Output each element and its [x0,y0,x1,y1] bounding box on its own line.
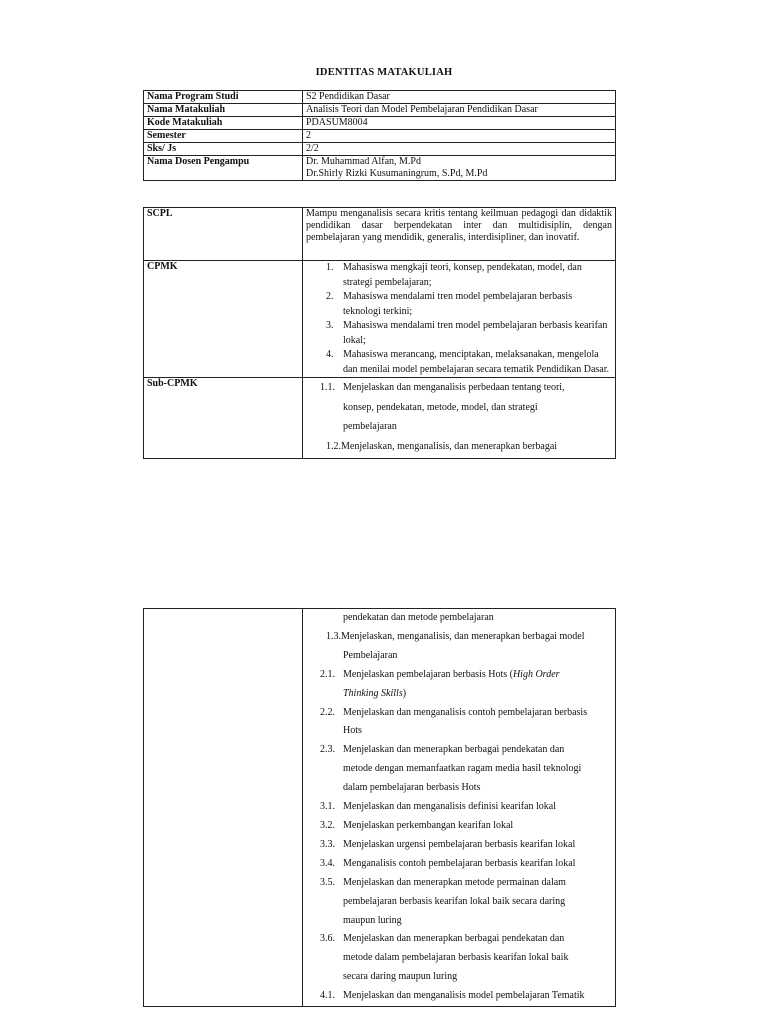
table-row [144,609,616,1007]
list-item-continuation: Hots [343,725,362,737]
list-item-continuation: pendekatan dan metode pembelajaran [343,612,494,623]
list-item: 1.3.Menjelaskan, menganalisis, dan menerapkan berbagai model [326,630,585,642]
list-item: 1.1. Menjelaskan dan menganalisis perbedaan tentang teori, [320,382,565,393]
list-item-continuation: metode dengan memanfaatkan ragam media hasil teknologi [343,763,582,775]
row-label: Nama Matakuliah [144,104,303,117]
scpl-text: Mampu menganalisis secara kritis tentang keilmuan pedagogi dan didaktik pendidikan dasar berpendekatan inter dan multidisiplin, dengan pembelajaran yang mendidik, generalis, interdisipliner, dan inovatif. [303,208,616,261]
row-label: Semester [144,130,303,143]
list-item: 3.2. Menjelaskan perkembangan kearifan lokal [320,819,514,831]
table-row [144,143,616,156]
cpmk-list-cell [303,261,616,378]
identity-table [143,90,616,181]
table-row [144,208,616,261]
list-item: 3. Mahasiswa mendalami tren model pembelajaran berbasis kearifan lokal; [326,320,608,346]
subcpmk-cell [303,378,616,459]
row-value: S2 Pendidikan Dasar [303,91,616,104]
list-item: 3.3. Menjelaskan urgensi pembelajaran berbasis kearifan lokal [320,838,576,850]
list-item: 3.4. Menganalisis contoh pembelajaran berbasis kearifan lokal [320,857,576,869]
row-value [303,156,616,181]
subcpmk-continued-table [143,608,616,1007]
list-item-continuation: secara daring maupun luring [343,971,458,983]
list-item-continuation: Pembelajaran [343,649,398,661]
subcpmk-continued-cell [303,609,616,1007]
list-item-continuation: maupun luring [343,914,402,926]
list-item: 4.1. Menjelaskan dan menganalisis model pembelajaran Tematik [320,990,585,1002]
row-value: 2 [303,130,616,143]
list-item: 3.6. Menjelaskan dan menerapkan berbagai pendekatan dan [320,933,565,945]
list-item: 2.1. Menjelaskan pembelajaran berbasis Hots (High Order [320,668,560,680]
list-item-continuation: pembelajaran berbasis kearifan lokal baik secara daring [343,895,566,907]
list-item-continuation: metode dalam pembelajaran berbasis kearifan lokal baik [343,952,569,964]
table-row [144,117,616,130]
list-item-continuation: Thinking Skills) [343,687,407,699]
list-item: 3.1. Menjelaskan dan menganalisis definisi kearifan lokal [320,801,556,813]
cpmk-list [306,261,612,377]
lecturer-name: Dr. Muhammad Alfan, M.Pd [306,156,421,167]
list-item-continuation: konsep, pendekatan, metode, model, dan strategi [343,401,538,413]
table-row [144,261,616,378]
scpl-label: SCPL [144,208,303,261]
list-item: 3.5. Menjelaskan dan menerapkan metode permainan dalam [320,876,566,888]
table-row [144,378,616,459]
list-item: 1. Mahasiswa mengkaji teori, konsep, pendekatan, model, dan strategi pembelajaran; [326,262,582,288]
subcpmk-label: Sub-CPMK [144,378,303,459]
row-value: PDASUM8004 [303,117,616,130]
list-item: 2. Mahasiswa mendalami tren model pembelajaran berbasis teknologi terkini; [326,291,573,317]
list-item-continuation: pembelajaran [343,421,397,433]
row-value: Analisis Teori dan Model Pembelajaran Pendidikan Dasar [303,104,616,117]
row-label: Nama Dosen Pengampu [144,156,303,181]
empty-label-cell [144,609,303,1007]
list-item: 1.2.Menjelaskan, menganalisis, dan menerapkan berbagai [326,440,558,452]
row-label: Nama Program Studi [144,91,303,104]
lecturer-name: Dr.Shirly Rizki Kusumaningrum, S.Pd, M.Pd [306,168,488,179]
list-item: 2.3. Menjelaskan dan menerapkan berbagai pendekatan dan [320,744,565,756]
outcomes-table [143,207,616,459]
row-value: 2/2 [303,143,616,156]
subcpmk-continued-list [306,609,612,1006]
table-row [144,156,616,181]
list-item: 4. Mahasiswa merancang, menciptakan, melaksanakan, mengelola dan menilai model pembelajaran secara tematik Pendidikan Dasar. [326,349,610,375]
list-item-continuation: dalam pembelajaran berbasis Hots [343,782,481,794]
list-item: 2.2. Menjelaskan dan menganalisis contoh pembelajaran berbasis [320,706,588,718]
row-label: Kode Matakuliah [144,117,303,130]
row-label: Sks/ Js [144,143,303,156]
table-row [144,104,616,117]
cpmk-label: CPMK [144,261,303,378]
table-row [144,130,616,143]
table-row [144,91,616,104]
document-title: IDENTITAS MATAKULIAH [315,67,453,78]
